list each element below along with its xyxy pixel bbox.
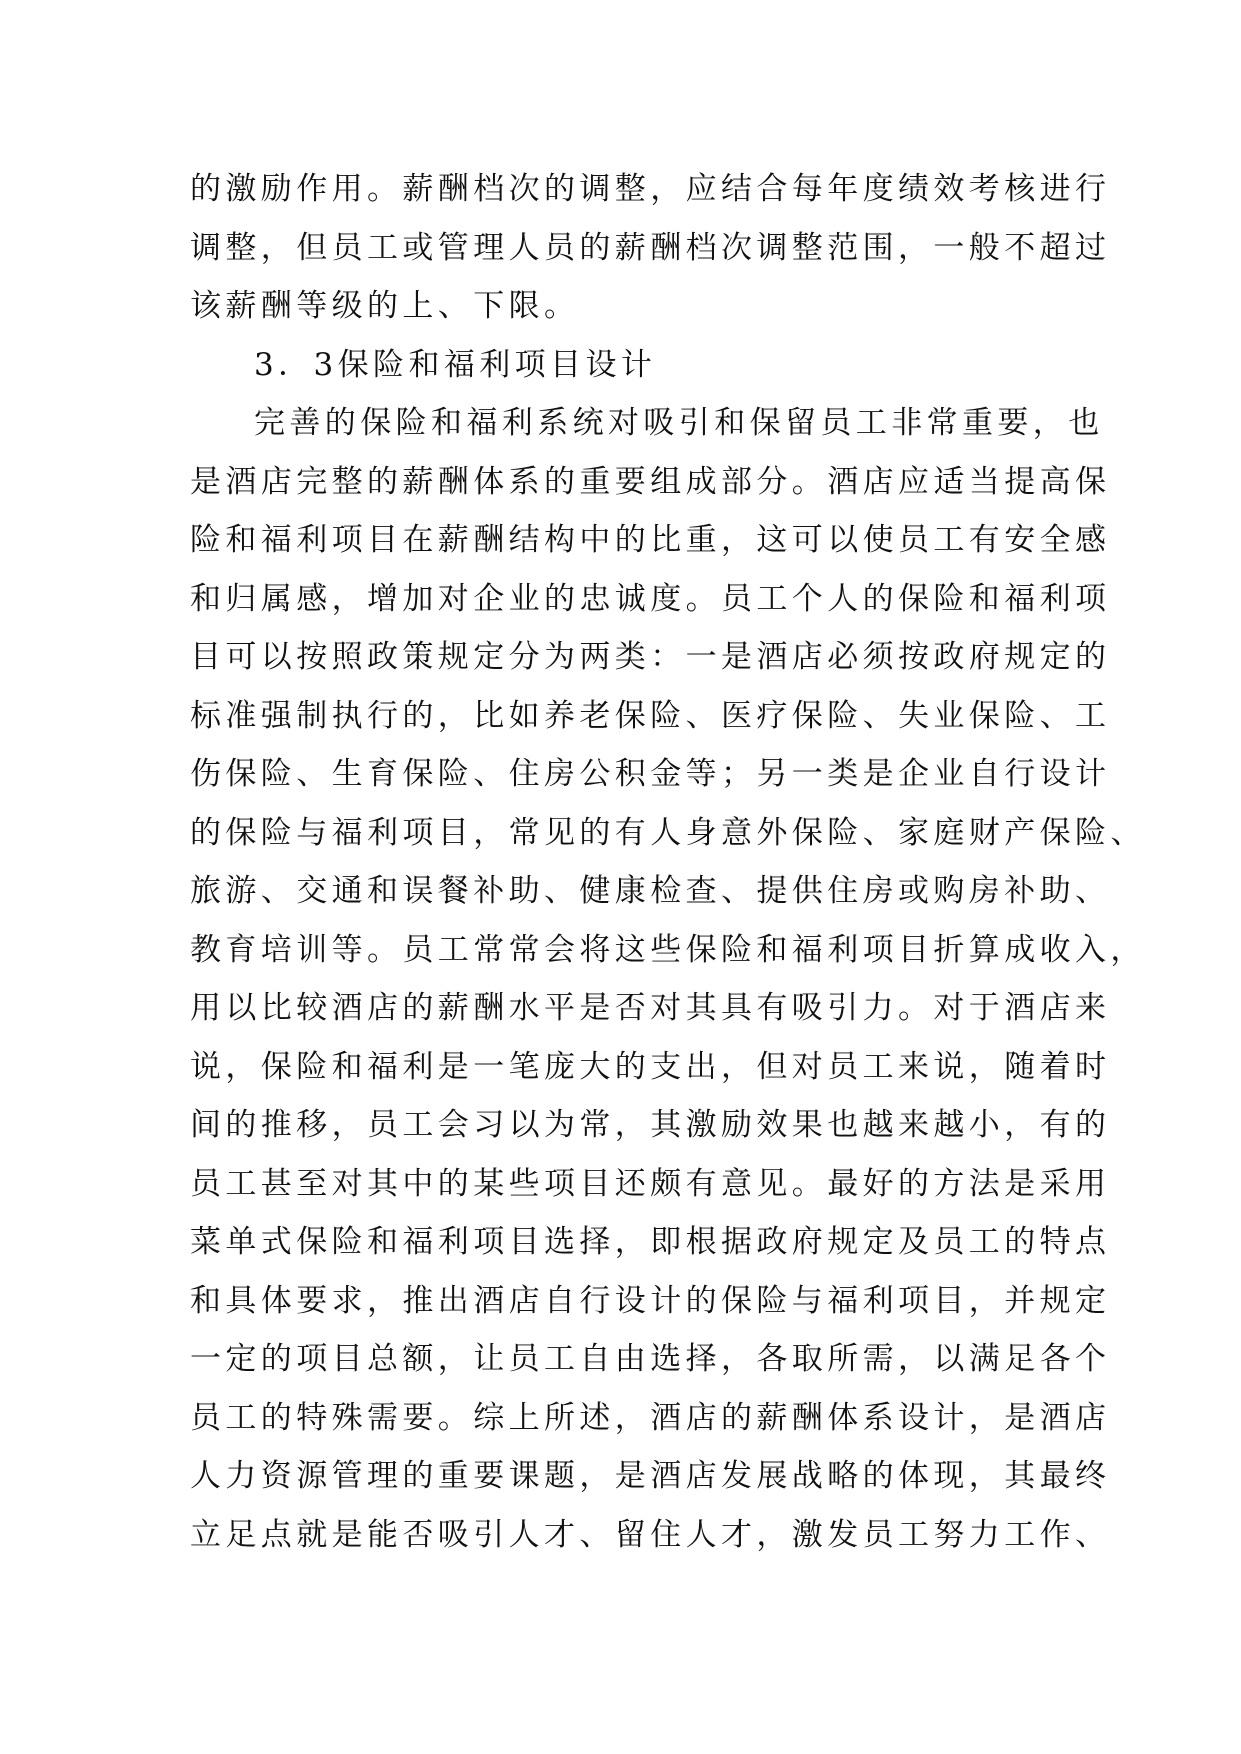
text-line: 的保险与福利项目，常见的有人身意外保险、家庭财产保险、: [190, 814, 1146, 851]
body-text: [190, 160, 1146, 1564]
text-line: 菜单式保险和福利项目选择，即根据政府规定及员工的特点: [190, 1224, 1111, 1260]
text-line: 立足点就是能否吸引人才、留住人才，激发员工努力工作、: [190, 1516, 1111, 1553]
text-line: 人力资源管理的重要课题，是酒店发展战略的体现，其最终: [190, 1458, 1111, 1494]
text-line: 员工甚至对其中的某些项目还颇有意见。最好的方法是采用: [190, 1165, 1111, 1202]
section-heading: 3．3保险和福利项目设计: [254, 346, 657, 383]
text-line: 说，保险和福利是一笔庞大的支出，但对员工来说，随着时: [190, 1048, 1111, 1085]
text-line: 教育培训等。员工常常会将这些保险和福利项目折算成收入，: [190, 931, 1146, 968]
text-line: 险和福利项目在薪酬结构中的比重，这可以使员工有安全感: [190, 522, 1111, 558]
text-line: 是酒店完整的薪酬体系的重要组成部分。酒店应适当提高保: [190, 463, 1111, 500]
text-line: 伤保险、生育保险、住房公积金等；另一类是企业自行设计: [190, 756, 1111, 792]
text-line: 间的推移，员工会习以为常，其激励效果也越来越小，有的: [190, 1107, 1111, 1143]
text-line: 调整，但员工或管理人员的薪酬档次调整范围，一般不超过: [190, 229, 1111, 266]
text-line: 的激励作用。薪酬档次的调整，应结合每年度绩效考核进行: [190, 171, 1111, 207]
text-line: 标准强制执行的，比如养老保险、医疗保险、失业保险、工: [190, 697, 1111, 734]
text-line: 用以比较酒店的薪酬水平是否对其具有吸引力。对于酒店来: [190, 990, 1111, 1026]
text-line: 旅游、交通和误餐补助、健康检查、提供住房或购房补助、: [190, 873, 1111, 909]
paragraph-first-line: 完善的保险和福利系统对吸引和保留员工非常重要，也: [254, 405, 1104, 441]
text-line: 和具体要求，推出酒店自行设计的保险与福利项目，并规定: [190, 1282, 1111, 1319]
text-line: 和归属感，增加对企业的忠诚度。员工个人的保险和福利项: [190, 580, 1111, 617]
text-line: 目可以按照政策规定分为两类：一是酒店必须按政府规定的: [190, 639, 1111, 675]
text-line: 员工的特殊需要。综上所述，酒店的薪酬体系设计，是酒店: [190, 1399, 1111, 1436]
text-line: 一定的项目总额，让员工自由选择，各取所需，以满足各个: [190, 1341, 1111, 1377]
text-line: 该薪酬等级的上、下限。: [190, 288, 580, 324]
